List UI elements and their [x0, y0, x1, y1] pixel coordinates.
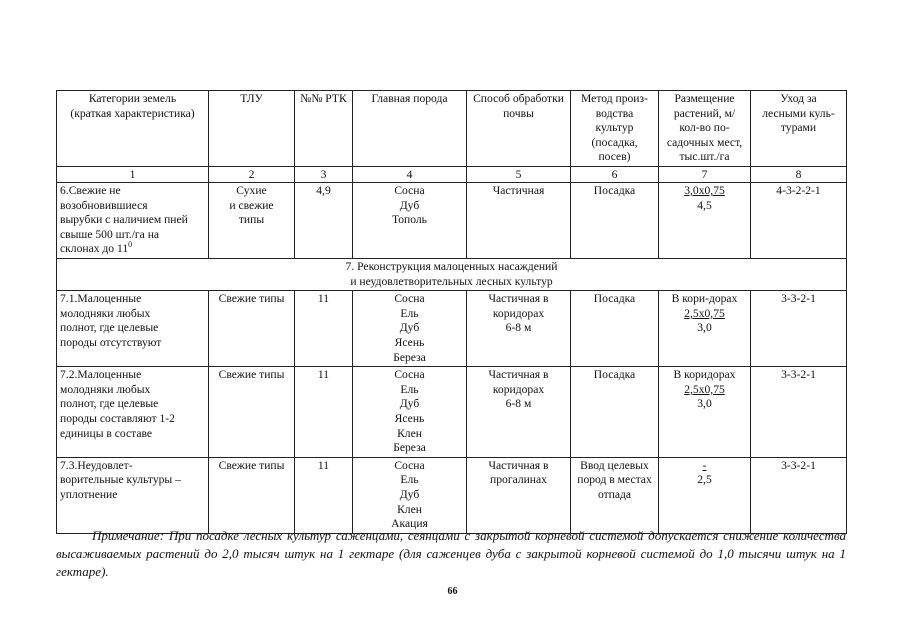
header-row [57, 91, 847, 167]
row72-placement-bottom: 3,0 [697, 397, 712, 411]
row72-placement-mid: 2,5х0,75 [684, 382, 725, 396]
footnote [56, 527, 846, 581]
col-number: 4 [353, 167, 467, 183]
row71-category: 7.1.Малоценные молодняки любых полнот, где целевые породы отсутствуют [57, 291, 209, 367]
row6-species: Сосна Дуб Тополь [353, 183, 467, 259]
row6-category-text: 6.Свежие не возобновившиеся вырубки с наличием пней свыше 500 шт./га на склонах до 11 [60, 184, 188, 256]
col-number: 7 [659, 167, 751, 183]
row71-placement [659, 291, 751, 367]
table-row [57, 367, 847, 458]
row71-species: Сосна Ель Дуб Ясень Береза [353, 291, 467, 367]
row73-method: Ввод целевых пород в местах отпада [571, 457, 659, 533]
planting-table [56, 90, 847, 534]
row73-tlu: Свежие типы [209, 457, 295, 533]
row71-rtk: 11 [295, 291, 353, 367]
row6-placement-top: 3,0х0,75 [684, 184, 725, 197]
col-number: 5 [467, 167, 571, 183]
row72-method: Посадка [571, 367, 659, 458]
section-7-title: 7. Реконструкция малоценных насаждений и неудовлетворительных лесных культур [57, 259, 847, 291]
header-placement: Размещение растений, м/ кол-во по- садочных мест, тыс.шт./га [659, 91, 751, 167]
row71-tlu: Свежие типы [209, 291, 295, 367]
row73-placement [659, 457, 751, 533]
col-number: 3 [295, 167, 353, 183]
header-tlu: ТЛУ [209, 91, 295, 167]
header-species: Главная порода [353, 91, 467, 167]
row71-care: 3-3-2-1 [751, 291, 847, 367]
row72-placement [659, 367, 751, 458]
header-rtk: №№ РТК [295, 91, 353, 167]
row6-tlu: Сухие и свежие типы [209, 183, 295, 259]
row71-soil: Частичная в коридорах 6-8 м [467, 291, 571, 367]
section-row [57, 259, 847, 291]
row72-care: 3-3-2-1 [751, 367, 847, 458]
note-text: Примечание: При посадке лесных культур саженцами, сеянцами с закрытой корневой системой допускается снижение количества высаживаемых растений до 2,0 тысяч штук на 1 гектаре (для саженцев дуба с закрытой корневой системой до 1,0 тысячи штук на 1 гектаре). [56, 528, 846, 579]
degree-mark: 0 [128, 240, 133, 250]
row71-placement-top: В кори-дорах [671, 292, 738, 306]
row72-category: 7.2.Малоценные молодняки любых полнот, где целевые породы составляют 1-2 единицы в составе [57, 367, 209, 458]
row71-method: Посадка [571, 291, 659, 367]
col-number: 1 [57, 167, 209, 183]
row6-placement [659, 183, 751, 259]
row72-soil: Частичная в коридорах 6-8 м [467, 367, 571, 458]
row6-care: 4-3-2-2-1 [751, 183, 847, 259]
header-care: Уход за лесными куль- турами [751, 91, 847, 167]
row6-placement-bottom: 4,5 [697, 198, 712, 212]
table-row [57, 183, 847, 259]
header-category: Категории земель (краткая характеристика) [57, 91, 209, 167]
row6-method: Посадка [571, 183, 659, 259]
row73-category: 7.3.Неудовлет- ворительные культуры – уплотнение [57, 457, 209, 533]
page-number: 66 [447, 586, 458, 597]
row73-rtk: 11 [295, 457, 353, 533]
row73-placement-top: - [702, 458, 707, 472]
row72-tlu: Свежие типы [209, 367, 295, 458]
row73-placement-bottom: 2,5 [697, 473, 712, 487]
row6-category [57, 183, 209, 259]
table-row [57, 457, 847, 533]
row71-placement-mid: 2,5х0,75 [684, 306, 725, 320]
column-number-row [57, 167, 847, 183]
table-row [57, 291, 847, 367]
row6-soil: Частичная [467, 183, 571, 259]
row72-placement-top: В коридорах [673, 368, 736, 382]
row6-rtk: 4,9 [295, 183, 353, 259]
row73-care: 3-3-2-1 [751, 457, 847, 533]
col-number: 2 [209, 167, 295, 183]
row73-soil: Частичная в прогалинах [467, 457, 571, 533]
row71-placement-bottom: 3,0 [697, 321, 712, 335]
header-soil: Способ обработки почвы [467, 91, 571, 167]
col-number: 6 [571, 167, 659, 183]
row73-species: Сосна Ель Дуб Клен Акация [353, 457, 467, 533]
row72-rtk: 11 [295, 367, 353, 458]
row72-species: Сосна Ель Дуб Ясень Клен Береза [353, 367, 467, 458]
col-number: 8 [751, 167, 847, 183]
header-method: Метод произ- водства культур (посадка, посев) [571, 91, 659, 167]
planting-table-wrapper [56, 90, 846, 534]
